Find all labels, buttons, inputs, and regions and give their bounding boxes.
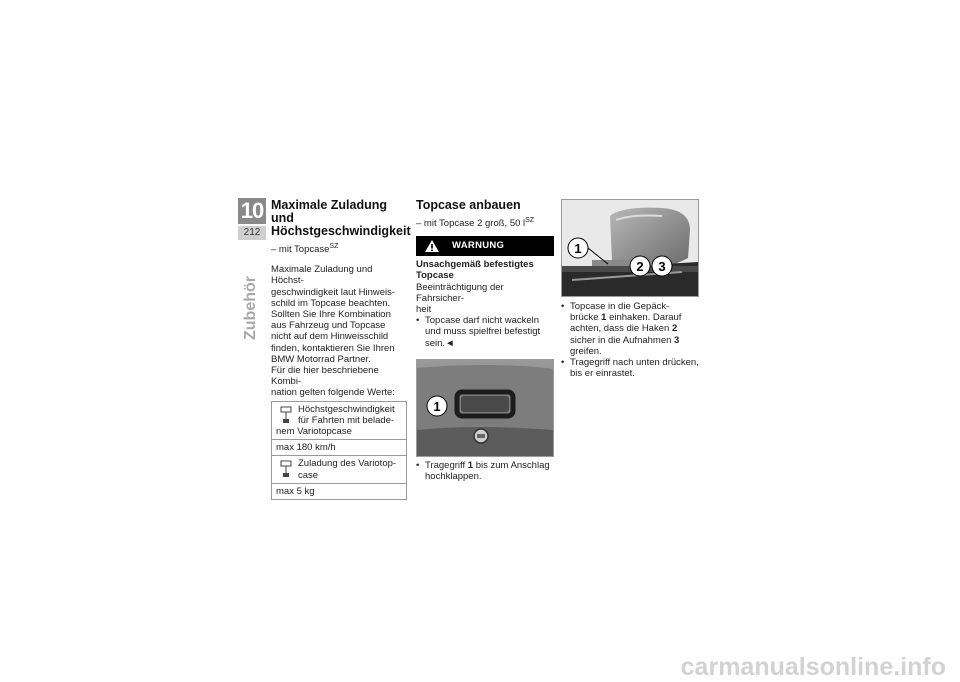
warning-list: [416, 315, 554, 349]
list-item: • Topcase in die Gepäck- brücke 1 einhaken. Darauf achten, dass die Haken 2 sicher in die Aufnahmen 3 greifen.: [561, 301, 699, 357]
list-item: • Topcase darf nicht wackeln und muss spielfrei befestigt sein.◄: [416, 315, 554, 349]
topcase-handle-illustration: [417, 360, 553, 456]
instruction-list: [561, 301, 699, 379]
column-topcase-hook: [561, 199, 699, 379]
topcase-hooks-illustration: [562, 200, 698, 296]
figure-hooks: [561, 199, 699, 297]
option-note: – mit Topcase$^{SZ}$: [271, 243, 339, 256]
chapter-number: 10: [238, 198, 266, 224]
callout-3: 3: [658, 259, 666, 274]
warning-text: Beeinträchtigung der Fahrsicher- heit: [416, 281, 504, 315]
body-paragraph: Maximale Zuladung und Höchst- geschwindigkeit laut Hinweis- schild im Topcase beachten. Sollten Sie Ihre Kombination aus Fahrzeug und Topcase nicht auf dem Hinweisschild finden, kontaktieren Sie Ihren BMW Motorrad Partner. Für die hier beschriebene Kombi- nation gelten folgende Werte:: [271, 264, 396, 399]
side-chapter-label: [226, 268, 276, 348]
weight-icon: [280, 460, 292, 478]
warning-banner: [416, 236, 554, 256]
specs-table: [271, 401, 407, 500]
chapter-marker: [238, 198, 266, 244]
table-row-label: Höchstgeschwindigkeit für Fahrten mit belade- nem Variotopcase: [272, 402, 406, 441]
section-title-mount: Topcase anbauen: [416, 198, 521, 212]
warning-title: Unsachgemäß befestigtes Topcase: [416, 259, 534, 282]
callout-1: 1: [574, 241, 582, 256]
page-number: 212: [238, 226, 266, 240]
watermark: carmanualsonline.info: [680, 653, 946, 681]
list-item: • Tragegriff nach unten drücken, bis er einrastet.: [561, 357, 699, 379]
column-topcase-mount: [416, 199, 554, 482]
warning-icon: [424, 239, 440, 253]
list-item: • Tragegriff 1 bis zum Anschlag hochklappen.: [416, 460, 554, 482]
figure-handle: [416, 359, 554, 457]
side-chapter-text: Zubehör: [242, 276, 259, 340]
column-load-speed: [271, 198, 411, 500]
table-row-value: max 180 km/h: [272, 440, 406, 456]
weight-icon: [280, 406, 292, 424]
section-title-load: Maximale Zuladung und Höchstgeschwindigkeit: [271, 198, 411, 238]
table-row-value: max 5 kg: [276, 485, 315, 497]
option-note: – mit Topcase 2 groß, 50 $l^{SZ}$: [416, 217, 535, 230]
callout-2: 2: [636, 259, 644, 274]
table-row-label: Zuladung des Variotop- case: [272, 456, 406, 483]
instruction-list: [416, 460, 554, 482]
callout-1: 1: [433, 398, 441, 414]
warning-label: WARNUNG: [452, 240, 505, 252]
